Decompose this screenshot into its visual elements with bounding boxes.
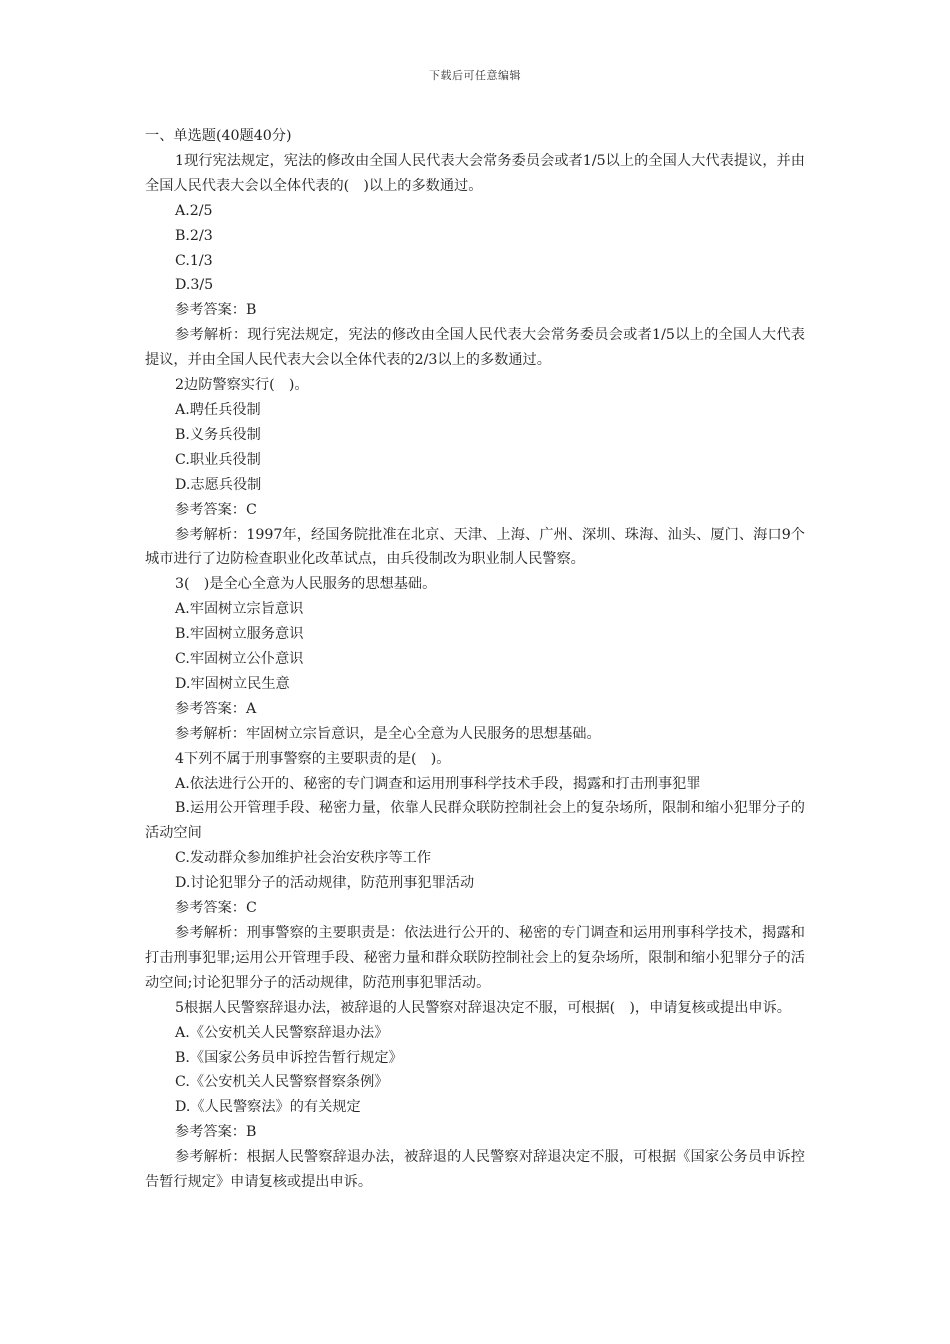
question-option: C.《公安机关人民警察督察条例》 bbox=[175, 1074, 389, 1091]
document-body bbox=[145, 124, 805, 1195]
question-option: A.2/5 bbox=[175, 202, 213, 219]
question-option: C.牢固树立公仆意识 bbox=[175, 651, 304, 668]
question-option: D.牢固树立民生意 bbox=[175, 675, 290, 692]
question-option: A.《公安机关人民警察辞退办法》 bbox=[175, 1024, 389, 1041]
question-stem: 2边防警察实行( )。 bbox=[175, 377, 309, 394]
section-title: 一、单选题(40题40分) bbox=[145, 128, 292, 144]
question-option: A.依法进行公开的、秘密的专门调查和运用刑事科学技术手段，揭露和打击刑事犯罪 bbox=[175, 775, 701, 792]
question-option: B.《国家公务员申诉控告暂行规定》 bbox=[175, 1049, 403, 1066]
reference-analysis: 参考解析：刑事警察的主要职责是：依法进行公开的、秘密的专门调查和运用刑事科学技术，揭露和打击刑事犯罪;运用公开管理手段、秘密力量和群众联防控制社会上的复杂场所，限制和缩小犯罪分子的活动空间;讨论犯罪分子的活动规律，防范刑事犯罪活动。 bbox=[145, 925, 805, 991]
reference-analysis: 参考解析：牢固树立宗旨意识，是全心全意为人民服务的思想基础。 bbox=[175, 725, 601, 742]
question-stem: 5根据人民警察辞退办法，被辞退的人民警察对辞退决定不服，可根据( )，申请复核或提出申诉。 bbox=[175, 999, 791, 1016]
reference-answer: 参考答案：A bbox=[175, 700, 257, 717]
question-option: D.志愿兵役制 bbox=[175, 476, 262, 493]
page-header: 下载后可任意编辑 bbox=[429, 69, 521, 82]
question-stem: 3( )是全心全意为人民服务的思想基础。 bbox=[175, 576, 437, 593]
reference-answer: 参考答案：C bbox=[175, 900, 257, 917]
question-option: D.3/5 bbox=[175, 277, 214, 294]
question-option: C.职业兵役制 bbox=[175, 451, 261, 468]
reference-analysis: 参考解析：现行宪法规定，宪法的修改由全国人民代表大会常务委员会或者1/5以上的全国人大代表提议，并由全国人民代表大会以全体代表的2/3以上的多数通过。 bbox=[145, 327, 805, 369]
reference-answer: 参考答案：B bbox=[175, 1124, 257, 1141]
question-stem: 1现行宪法规定，宪法的修改由全国人民代表大会常务委员会或者1/5以上的全国人大代表提议，并由全国人民代表大会以全体代表的( )以上的多数通过。 bbox=[145, 152, 805, 194]
question-option: D.讨论犯罪分子的活动规律，防范刑事犯罪活动 bbox=[175, 875, 475, 892]
reference-analysis: 参考解析：1997年，经国务院批准在北京、天津、上海、广州、深圳、珠海、汕头、厦门、海口9个城市进行了边防检查职业化改革试点，由兵役制改为职业制人民警察。 bbox=[145, 526, 805, 568]
reference-answer: 参考答案：B bbox=[175, 302, 257, 319]
question-option: C.发动群众参加维护社会治安秩序等工作 bbox=[175, 850, 432, 867]
reference-answer: 参考答案：C bbox=[175, 501, 257, 518]
question-option: A.聘任兵役制 bbox=[175, 401, 261, 418]
reference-analysis: 参考解析：根据人民警察辞退办法，被辞退的人民警察对辞退决定不服，可根据《国家公务员申诉控告暂行规定》申请复核或提出申诉。 bbox=[145, 1149, 805, 1191]
question-option: B.2/3 bbox=[175, 227, 213, 244]
question-option: A.牢固树立宗旨意识 bbox=[175, 601, 304, 618]
question-option: B.运用公开管理手段、秘密力量，依靠人民群众联防控制社会上的复杂场所，限制和缩小犯罪分子的活动空间 bbox=[145, 800, 805, 842]
question-option: B.牢固树立服务意识 bbox=[175, 626, 304, 643]
question-option: B.义务兵役制 bbox=[175, 426, 261, 443]
question-option: C.1/3 bbox=[175, 252, 213, 269]
question-option: D.《人民警察法》的有关规定 bbox=[175, 1099, 361, 1116]
question-stem: 4下列不属于刑事警察的主要职责的是( )。 bbox=[175, 750, 451, 767]
